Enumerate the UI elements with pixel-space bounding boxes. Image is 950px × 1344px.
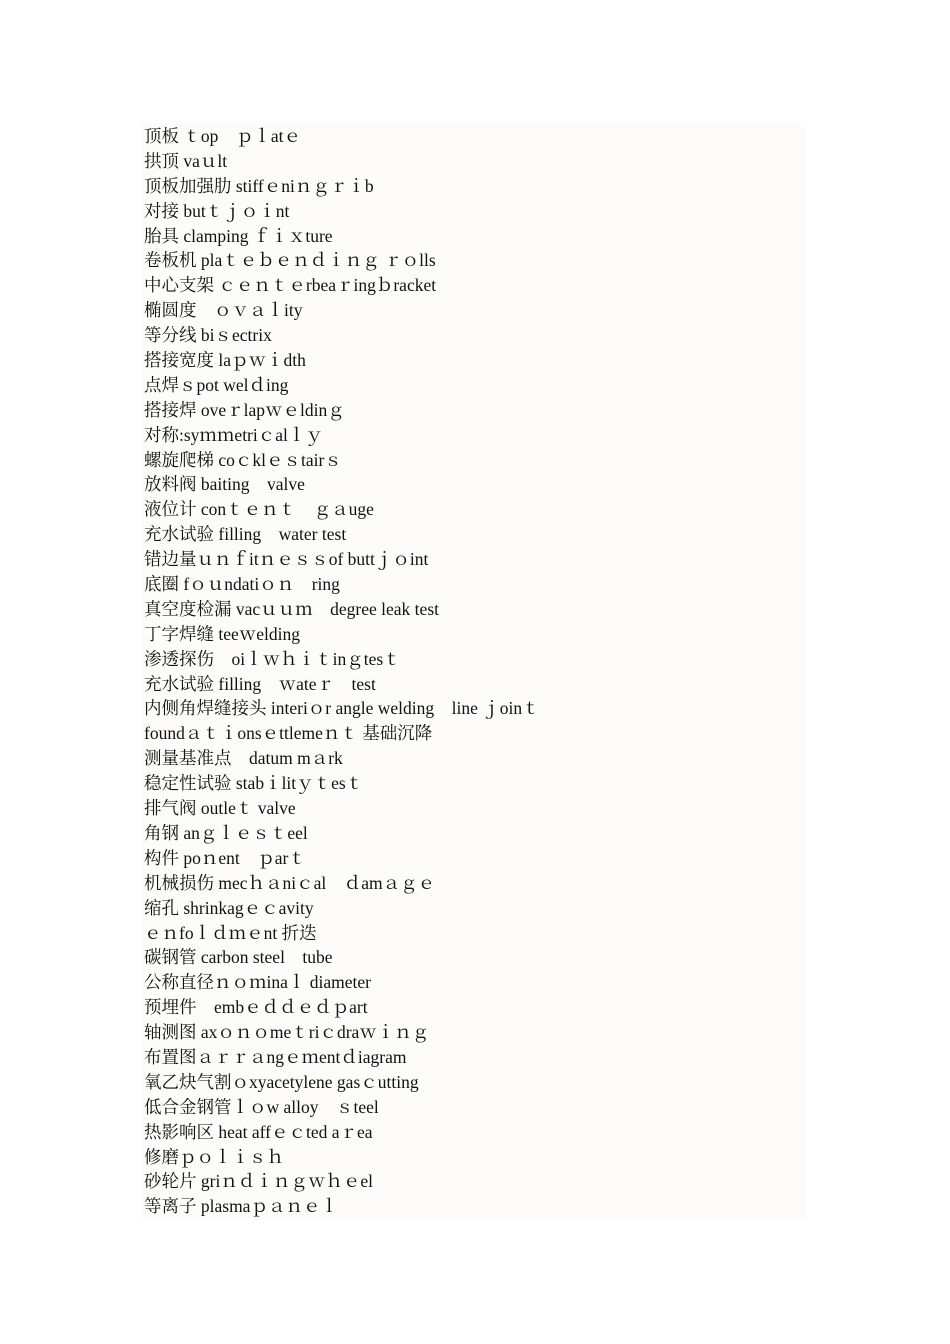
- glossary-line: ｅｎfoｌｄｍｅnt 折迭: [144, 922, 317, 943]
- glossary-line: 顶板加强肋 stiffｅniｎｇｒｉb: [144, 175, 374, 196]
- glossary-line: 缩孔 shrinkagｅｃavity: [144, 897, 314, 918]
- glossary-line: 错边量ｕｎｆitｎｅｓｓof buttｊｏint: [144, 549, 429, 570]
- glossary-line: 热影响区 heat affｅｃted aｒea: [144, 1121, 373, 1142]
- glossary-line: 预埋件 embｅｄｄｅｄｐart: [144, 997, 368, 1018]
- glossary-line: 丁字焊缝 teeｗelding: [144, 623, 301, 644]
- glossary-line: 拱顶 vaｕlt: [144, 150, 228, 171]
- glossary-line: 测量基准点 datum mａrk: [144, 748, 343, 769]
- glossary-line: 螺旋爬梯 coｃklｅｓtairｓ: [144, 449, 342, 470]
- glossary-line: 修磨ｐｏｌｉｓｈ: [144, 1146, 284, 1167]
- glossary-line: 低合金钢管ｌｏw alloy ｓteel: [144, 1096, 379, 1117]
- glossary-line: 轴测图 axｏｎｏmeｔriｃdraｗｉｎｇ: [144, 1022, 430, 1043]
- glossary-line: 真空度检漏 vacｕｕｍ degree leak test: [144, 598, 439, 619]
- glossary-line: 角钢 anｇｌｅｓｔeel: [144, 822, 308, 843]
- glossary-line: 顶板 ｔop ｐｌatｅ: [144, 126, 302, 146]
- glossary-line: 搭接焊 oveｒlapｗｅldinｇ: [144, 399, 345, 420]
- glossary-line: 对称:syｍｍetriｃalｌｙ: [144, 424, 323, 445]
- glossary-line: 构件 poｎent ｐarｔ: [144, 847, 306, 868]
- glossary-text-block: [141, 122, 806, 1220]
- glossary-line: 对接 butｔｊｏｉnt: [144, 200, 290, 221]
- glossary-line: 液位计 conｔｅｎｔ ｇａuge: [144, 499, 374, 520]
- glossary-line: 充水试验 filling ｗateｒ test: [144, 673, 376, 694]
- glossary-line: 公称直径ｎｏｍinaｌ diameter: [144, 972, 371, 993]
- glossary-line: 充水试验 filling water test: [144, 524, 347, 545]
- glossary-line: 卷板机 plaｔｅｂｅｎｄｉｎｇ ｒｏlls: [144, 250, 436, 271]
- glossary-line: 碳钢管 carbon steel tube: [144, 947, 333, 968]
- glossary-line: 布置图ａｒｒａngｅｍentｄiagram: [144, 1046, 407, 1067]
- glossary-line: 机械损伤 mecｈａniｃal ｄamａｇｅ: [144, 872, 436, 893]
- glossary-line: 排气阀 outleｔ valve: [144, 798, 296, 819]
- glossary-line: 点焊ｓpot welｄing: [144, 374, 289, 395]
- glossary-line: 椭圆度 ｏｖａｌity: [144, 300, 303, 321]
- glossary-line: 砂轮片 griｎｄｉｎｇｗｈｅel: [144, 1171, 373, 1192]
- glossary-line: 内侧角焊缝接头 interiｏr angle welding line ｊoinｔ: [144, 698, 540, 719]
- glossary-line: 胎具 clamping ｆｉｘture: [144, 225, 333, 246]
- glossary-line: foundａｔｉonsｅttlemeｎｔ 基础沉降: [144, 723, 433, 744]
- glossary-line: 搭接宽度 laｐｗｉdth: [144, 350, 306, 371]
- glossary-line: 放料阀 baiting valve: [144, 474, 305, 495]
- glossary-line: 渗透探伤 oiｌｗｈｉｔinｇtesｔ: [144, 648, 401, 669]
- glossary-line: 等分线 biｓectrix: [144, 325, 272, 346]
- glossary-line: 底圈 fｏｕndatiｏｎ ring: [144, 574, 340, 595]
- glossary-line: 等离子 plasmaｐａｎｅｌ: [144, 1196, 338, 1217]
- glossary-line: 中心支架 ｃｅｎｔｅrbeaｒingｂracket: [144, 275, 437, 296]
- glossary-line: 氧乙炔气割ｏxyacetylene gasｃutting: [144, 1071, 419, 1092]
- glossary-line: 稳定性试验 stabｉlitｙｔesｔ: [144, 773, 364, 794]
